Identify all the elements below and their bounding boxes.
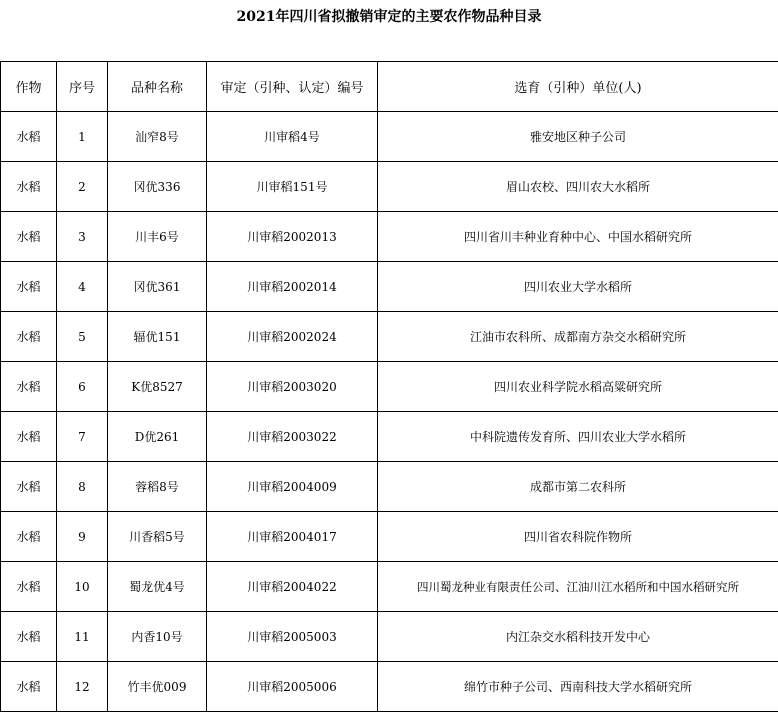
approval-cell: 川审稻2002024 <box>207 312 378 362</box>
table-header-row <box>1 62 778 112</box>
variety-catalog-table <box>0 61 778 712</box>
table-row <box>1 162 778 212</box>
table-row <box>1 212 778 262</box>
approval-cell: 川审稻2005003 <box>207 612 378 662</box>
table-row <box>1 512 778 562</box>
unit-cell: 江油市农科所、成都南方杂交水稻研究所 <box>378 312 778 362</box>
variety-cell: 川丰6号 <box>108 212 207 262</box>
unit-cell: 绵竹市种子公司、西南科技大学水稻研究所 <box>378 662 778 712</box>
table-row <box>1 462 778 512</box>
variety-cell: 竹丰优009 <box>108 662 207 712</box>
index-cell: 7 <box>57 412 108 462</box>
variety-cell: 冈优336 <box>108 162 207 212</box>
approval-cell: 川审稻151号 <box>207 162 378 212</box>
unit-cell: 四川蜀龙种业有限责任公司、江油川江水稻所和中国水稻研究所 <box>378 562 778 612</box>
table-row <box>1 612 778 662</box>
variety-cell: D优261 <box>108 412 207 462</box>
table-row <box>1 562 778 612</box>
index-cell: 10 <box>57 562 108 612</box>
table-row <box>1 112 778 162</box>
variety-cell: K优8527 <box>108 362 207 412</box>
crop-cell: 水稻 <box>1 312 57 362</box>
index-cell: 1 <box>57 112 108 162</box>
variety-cell: 蜀龙优4号 <box>108 562 207 612</box>
header-variety: 品种名称 <box>108 62 207 112</box>
crop-cell: 水稻 <box>1 662 57 712</box>
crop-cell: 水稻 <box>1 212 57 262</box>
approval-cell: 川审稻2004009 <box>207 462 378 512</box>
table-row <box>1 312 778 362</box>
unit-cell: 成都市第二农科所 <box>378 462 778 512</box>
approval-cell: 川审稻2003022 <box>207 412 378 462</box>
approval-cell: 川审稻4号 <box>207 112 378 162</box>
index-cell: 3 <box>57 212 108 262</box>
header-crop: 作物 <box>1 62 57 112</box>
unit-cell: 四川省川丰种业育种中心、中国水稻研究所 <box>378 212 778 262</box>
page-title: 2021年四川省拟撤销审定的主要农作物品种目录 <box>0 6 778 26</box>
crop-cell: 水稻 <box>1 362 57 412</box>
unit-cell: 眉山农校、四川农大水稻所 <box>378 162 778 212</box>
variety-cell: 内香10号 <box>108 612 207 662</box>
crop-cell: 水稻 <box>1 162 57 212</box>
crop-cell: 水稻 <box>1 612 57 662</box>
index-cell: 5 <box>57 312 108 362</box>
unit-cell: 内江杂交水稻科技开发中心 <box>378 612 778 662</box>
crop-cell: 水稻 <box>1 462 57 512</box>
approval-cell: 川审稻2004017 <box>207 512 378 562</box>
index-cell: 6 <box>57 362 108 412</box>
crop-cell: 水稻 <box>1 412 57 462</box>
index-cell: 8 <box>57 462 108 512</box>
crop-cell: 水稻 <box>1 262 57 312</box>
index-cell: 9 <box>57 512 108 562</box>
variety-cell: 川香稻5号 <box>108 512 207 562</box>
variety-cell: 蓉稻8号 <box>108 462 207 512</box>
unit-cell: 中科院遗传发育所、四川农业大学水稻所 <box>378 412 778 462</box>
table-row <box>1 362 778 412</box>
variety-cell: 辐优151 <box>108 312 207 362</box>
unit-cell: 四川农业科学院水稻高粱研究所 <box>378 362 778 412</box>
crop-cell: 水稻 <box>1 112 57 162</box>
index-cell: 11 <box>57 612 108 662</box>
table-row <box>1 412 778 462</box>
index-cell: 2 <box>57 162 108 212</box>
approval-cell: 川审稻2002013 <box>207 212 378 262</box>
header-index: 序号 <box>57 62 108 112</box>
crop-cell: 水稻 <box>1 562 57 612</box>
index-cell: 4 <box>57 262 108 312</box>
unit-cell: 四川农业大学水稻所 <box>378 262 778 312</box>
approval-cell: 川审稻2003020 <box>207 362 378 412</box>
unit-cell: 四川省农科院作物所 <box>378 512 778 562</box>
header-approval-number: 审定（引种、认定）编号 <box>207 62 378 112</box>
crop-cell: 水稻 <box>1 512 57 562</box>
approval-cell: 川审稻2004022 <box>207 562 378 612</box>
approval-cell: 川审稻2002014 <box>207 262 378 312</box>
index-cell: 12 <box>57 662 108 712</box>
table-row <box>1 262 778 312</box>
approval-cell: 川审稻2005006 <box>207 662 378 712</box>
unit-cell: 雅安地区种子公司 <box>378 112 778 162</box>
variety-cell: 汕窄8号 <box>108 112 207 162</box>
header-breeding-unit: 选育（引种）单位(人) <box>378 62 778 112</box>
table-row <box>1 662 778 712</box>
variety-cell: 冈优361 <box>108 262 207 312</box>
